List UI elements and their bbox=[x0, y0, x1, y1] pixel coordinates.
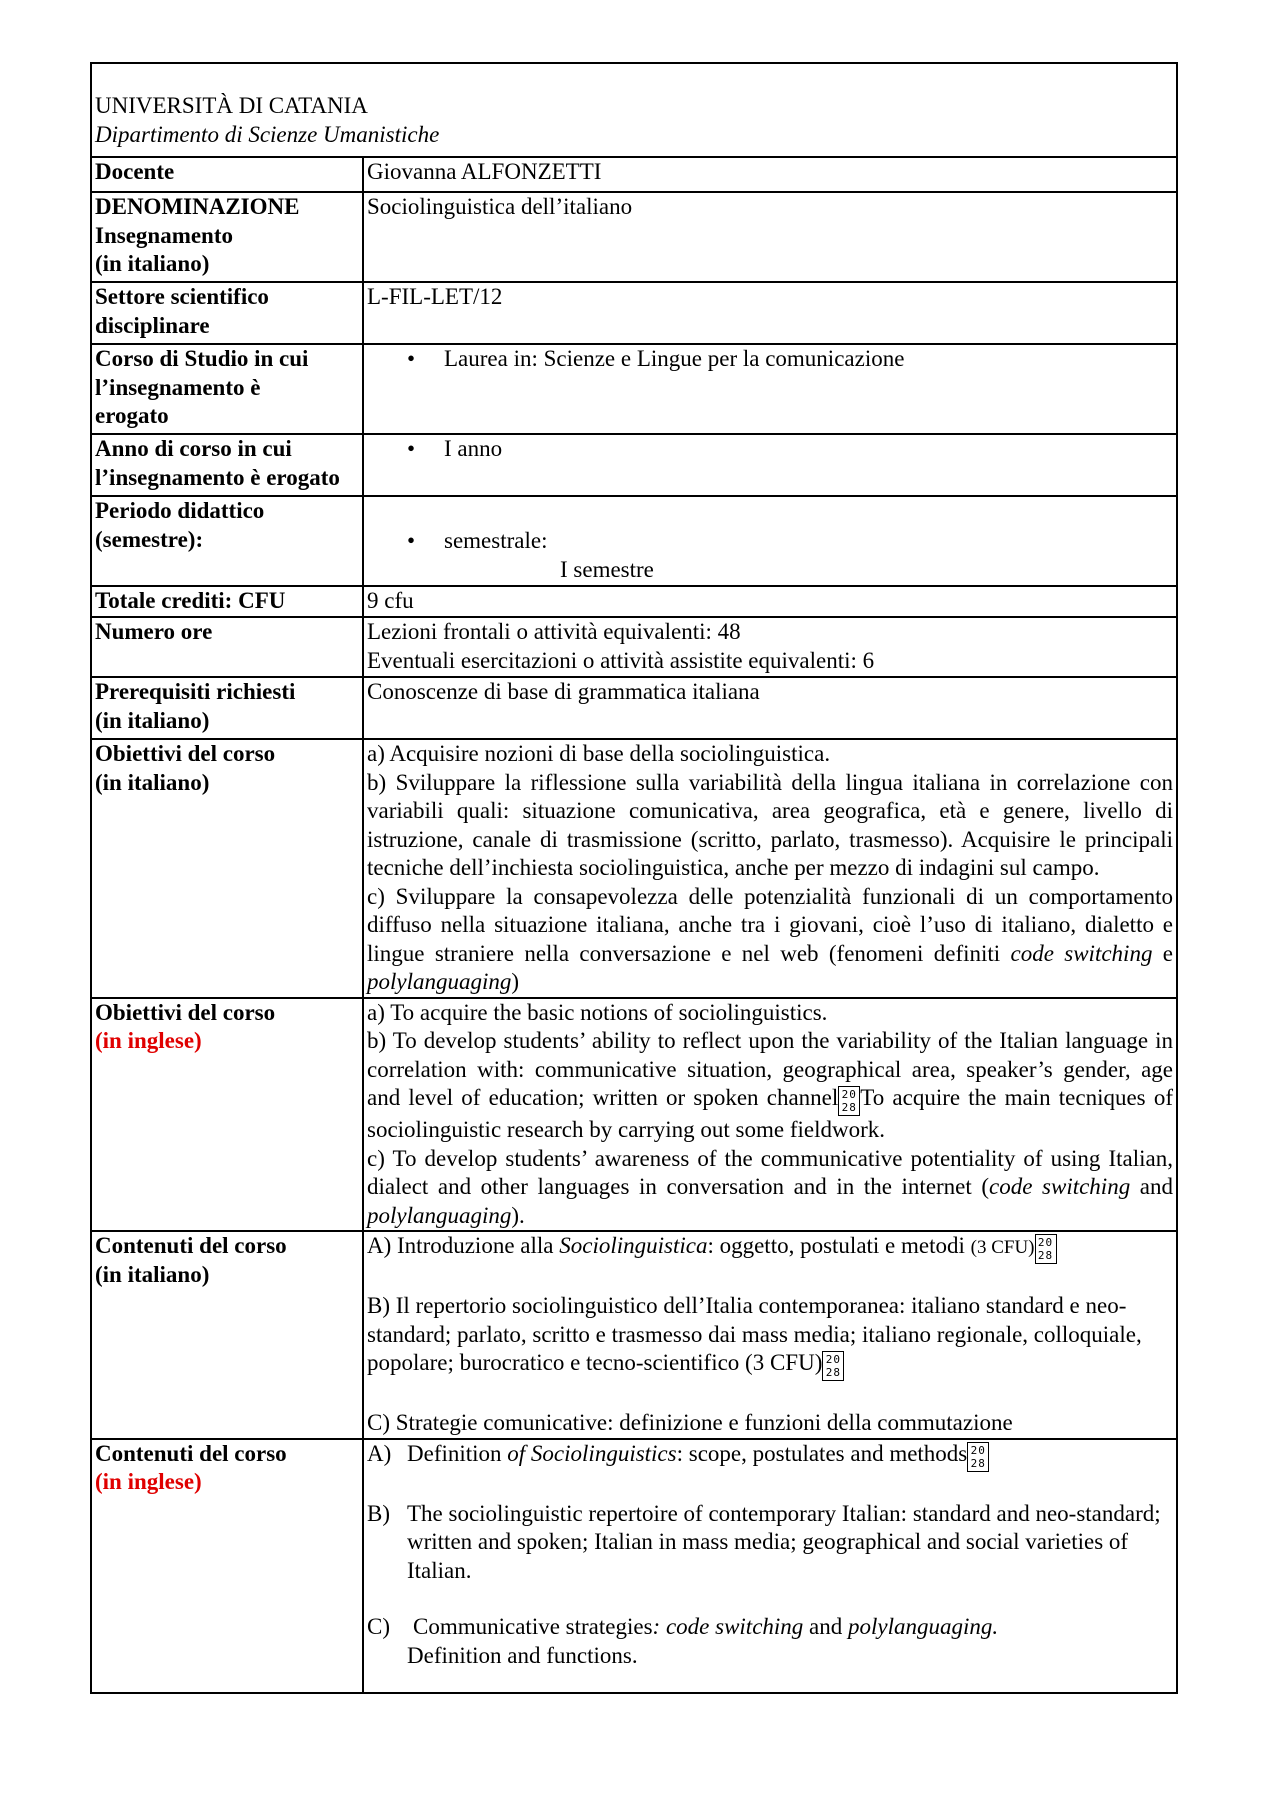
label-line: erogato bbox=[95, 403, 169, 428]
item-key: A) bbox=[367, 1440, 392, 1466]
bullet-icon: • bbox=[407, 528, 416, 553]
row-docente bbox=[91, 157, 1177, 192]
item-text: The sociolinguistic repertoire of contemporary Italian: standard and neo-standard; written and spoken; Italian in mass media; geographical and social varieties of Italian. bbox=[407, 1500, 1161, 1583]
term: polylanguaging. bbox=[848, 1614, 999, 1639]
value-contenuti-it bbox=[363, 1231, 1177, 1439]
row-corso bbox=[91, 344, 1177, 434]
text-run: Definition bbox=[407, 1440, 508, 1466]
row-contenuti-en bbox=[91, 1439, 1177, 1693]
text-run: : scope, postulates and methods bbox=[676, 1440, 968, 1466]
term: code switching bbox=[989, 1174, 1131, 1199]
department-name: Dipartimento di Scienze Umanistiche bbox=[95, 121, 440, 147]
value-line: Eventuali esercitazioni o attività assistite equivalenti: 6 bbox=[367, 647, 875, 673]
value-crediti: 9 cfu bbox=[363, 586, 1177, 617]
missing-glyph-icon: 20 28 bbox=[838, 1086, 860, 1116]
content-c: C) Strategie comunicative: definizione e funzioni della commutazione bbox=[367, 1410, 1013, 1435]
header-cell bbox=[91, 63, 1177, 157]
text-run: To acquire the main tecniques of sociolinguistic research by carrying out some fieldwork. bbox=[367, 1085, 1173, 1142]
objective-c bbox=[367, 883, 1173, 997]
item-text bbox=[407, 1613, 998, 1670]
missing-glyph-icon: 20 28 bbox=[967, 1442, 989, 1472]
label-line: Contenuti del corso bbox=[95, 1440, 287, 1466]
objective-c bbox=[367, 1145, 1173, 1231]
label-docente: Docente bbox=[91, 157, 363, 192]
label-line-red: (in inglese) bbox=[95, 1028, 202, 1053]
syllabus-sheet bbox=[90, 62, 1176, 1694]
header-row bbox=[91, 63, 1177, 157]
content-a bbox=[367, 1232, 1173, 1264]
label-obiettivi-en bbox=[91, 998, 363, 1232]
item-key: C) bbox=[367, 1614, 390, 1639]
row-prerequisiti bbox=[91, 677, 1177, 739]
label-anno bbox=[91, 434, 363, 496]
content-a bbox=[367, 1440, 1173, 1472]
label-prerequisiti bbox=[91, 677, 363, 739]
value-ore bbox=[363, 617, 1177, 677]
value-obiettivi-it bbox=[363, 739, 1177, 998]
list-item-text: I anno bbox=[444, 436, 503, 461]
value-prerequisiti: Conoscenze di base di grammatica italiana bbox=[363, 677, 1177, 739]
text-run: B) Il repertorio sociolinguistico dell’Italia contemporanea: italiano standard e neo-standard; parlato, scritto e trasmesso dai mass media; italiano regionale, colloquiale, popolare; burocratico e tecno-scientifico (3 CFU) bbox=[367, 1293, 1142, 1375]
objective-b bbox=[367, 1027, 1173, 1145]
label-ore: Numero ore bbox=[91, 617, 363, 677]
value-docente: Giovanna ALFONZETTI bbox=[363, 157, 1177, 192]
text-run: : oggetto, postulati e metodi bbox=[707, 1233, 971, 1258]
row-obiettivi-en bbox=[91, 998, 1177, 1232]
bullet-icon: • bbox=[407, 436, 416, 461]
content-b bbox=[367, 1292, 1173, 1381]
term: Sociolinguistica bbox=[559, 1233, 708, 1258]
text-run: A) Introduzione alla bbox=[367, 1233, 560, 1258]
row-periodo bbox=[91, 496, 1177, 586]
bullet-icon: • bbox=[407, 346, 416, 371]
item-text bbox=[407, 1440, 989, 1472]
value-line: Lezioni frontali o attività equivalenti: 48 bbox=[367, 619, 741, 644]
objective-a: a) To acquire the basic notions of sociolinguistics. bbox=[367, 999, 828, 1025]
objective-a: a) Acquisire nozioni di base della sociolinguistica. bbox=[367, 741, 831, 766]
syllabus-table bbox=[90, 62, 1178, 1694]
label-line: Anno di corso in cui bbox=[95, 436, 292, 461]
text-run: c) To develop students’ awareness of the communicative potentiality of using Italian, dialect and other languages in conversation and in the internet ( bbox=[367, 1145, 1173, 1199]
term: code switching bbox=[1010, 940, 1153, 966]
list-item-text: semestrale: bbox=[444, 528, 548, 553]
value-corso bbox=[363, 344, 1177, 434]
term: polylanguaging bbox=[367, 969, 512, 994]
value-obiettivi-en bbox=[363, 998, 1177, 1232]
text-run: Definition and functions. bbox=[407, 1642, 638, 1668]
term: code switching bbox=[665, 1614, 804, 1639]
text-run: and bbox=[803, 1614, 849, 1639]
label-line: (semestre): bbox=[95, 526, 204, 552]
text-run: and bbox=[1130, 1174, 1173, 1199]
label-line: l’insegnamento è bbox=[95, 374, 261, 400]
text-run: : bbox=[652, 1614, 666, 1639]
missing-glyph-icon: 20 28 bbox=[822, 1351, 844, 1381]
text-run: ) bbox=[511, 969, 520, 994]
label-periodo bbox=[91, 496, 363, 586]
row-anno bbox=[91, 434, 1177, 496]
label-line: Obiettivi del corso bbox=[95, 999, 276, 1025]
value-anno bbox=[363, 434, 1177, 496]
text-run: b) To develop students’ ability to reflect upon the variability of the Italian language in correlation with: communicative situation, geographical area, speaker’s gender, age and level of education; written or spoken channel bbox=[367, 1028, 1173, 1110]
label-crediti: Totale crediti: CFU bbox=[91, 586, 363, 617]
row-obiettivi-it bbox=[91, 739, 1177, 998]
row-crediti bbox=[91, 586, 1177, 617]
value-denominazione: Sociolinguistica dell’italiano bbox=[363, 192, 1177, 282]
value-contenuti-en bbox=[363, 1439, 1177, 1693]
text-run: c) Sviluppare la consapevolezza delle potenzialità funzionali di un comportamento diffuso nella situazione italiana, anche tra i giovani, cioè l’uso di italiano, dialetto e lingue straniere nella conversazione e nel web (fenomeni definiti bbox=[367, 883, 1173, 966]
list-item-text: Laurea in: Scienze e Lingue per la comunicazione bbox=[444, 346, 905, 371]
text-run: e bbox=[1152, 940, 1173, 966]
content-c bbox=[367, 1613, 1173, 1670]
label-line: Settore scientifico bbox=[95, 284, 269, 309]
term: of Sociolinguistics bbox=[507, 1440, 677, 1466]
label-line: Periodo didattico bbox=[95, 498, 265, 523]
term: polylanguaging bbox=[367, 1202, 512, 1228]
label-line: Obiettivi del corso bbox=[95, 741, 276, 766]
label-line-red: (in inglese) bbox=[95, 1469, 202, 1494]
label-line: Insegnamento bbox=[95, 222, 234, 248]
missing-glyph-icon: 20 28 bbox=[1035, 1234, 1057, 1264]
label-line: (in italiano) bbox=[95, 251, 210, 276]
objective-b: b) Sviluppare la riflessione sulla variabilità della lingua italiana in correlazione con variabili quali: situazione comunicativa, area geografica, età e genere, livello di istruzione, canale di trasmissione (scritto, parlato, trasmesso). Acquisire le principali tecniche dell’inchiesta sociolinguistica, anche per mezzo di indagini sul campo. bbox=[367, 769, 1173, 880]
cfu-note: (3 CFU) bbox=[970, 1237, 1035, 1258]
label-line: (in italiano) bbox=[95, 1261, 210, 1287]
label-denominazione bbox=[91, 192, 363, 282]
label-settore bbox=[91, 282, 363, 344]
label-obiettivi-it bbox=[91, 739, 363, 998]
label-line: l’insegnamento è erogato bbox=[95, 464, 340, 490]
label-line: (in italiano) bbox=[95, 707, 210, 733]
item-key: B) bbox=[367, 1500, 390, 1526]
row-ore bbox=[91, 617, 1177, 677]
row-contenuti-it bbox=[91, 1231, 1177, 1439]
label-line: Corso di Studio in cui bbox=[95, 346, 309, 371]
text-run: Communicative strategies bbox=[413, 1614, 653, 1639]
label-line: disciplinare bbox=[95, 312, 210, 338]
content-b bbox=[367, 1500, 1173, 1586]
list-item bbox=[367, 345, 1173, 374]
label-contenuti-en bbox=[91, 1439, 363, 1693]
value-settore: L-FIL-LET/12 bbox=[363, 282, 1177, 344]
list-item bbox=[367, 527, 1173, 556]
label-line: (in italiano) bbox=[95, 769, 210, 795]
list-item bbox=[367, 435, 1173, 464]
institution-name: UNIVERSITÀ DI CATANIA bbox=[95, 93, 368, 118]
semester-value: I semestre bbox=[560, 556, 654, 582]
value-periodo bbox=[363, 496, 1177, 586]
label-line: Contenuti del corso bbox=[95, 1233, 287, 1258]
label-corso bbox=[91, 344, 363, 434]
text-run: ). bbox=[511, 1202, 525, 1228]
row-settore bbox=[91, 282, 1177, 344]
label-line: DENOMINAZIONE bbox=[95, 194, 300, 219]
label-contenuti-it bbox=[91, 1231, 363, 1439]
label-line: Prerequisiti richiesti bbox=[95, 679, 296, 704]
row-denominazione bbox=[91, 192, 1177, 282]
